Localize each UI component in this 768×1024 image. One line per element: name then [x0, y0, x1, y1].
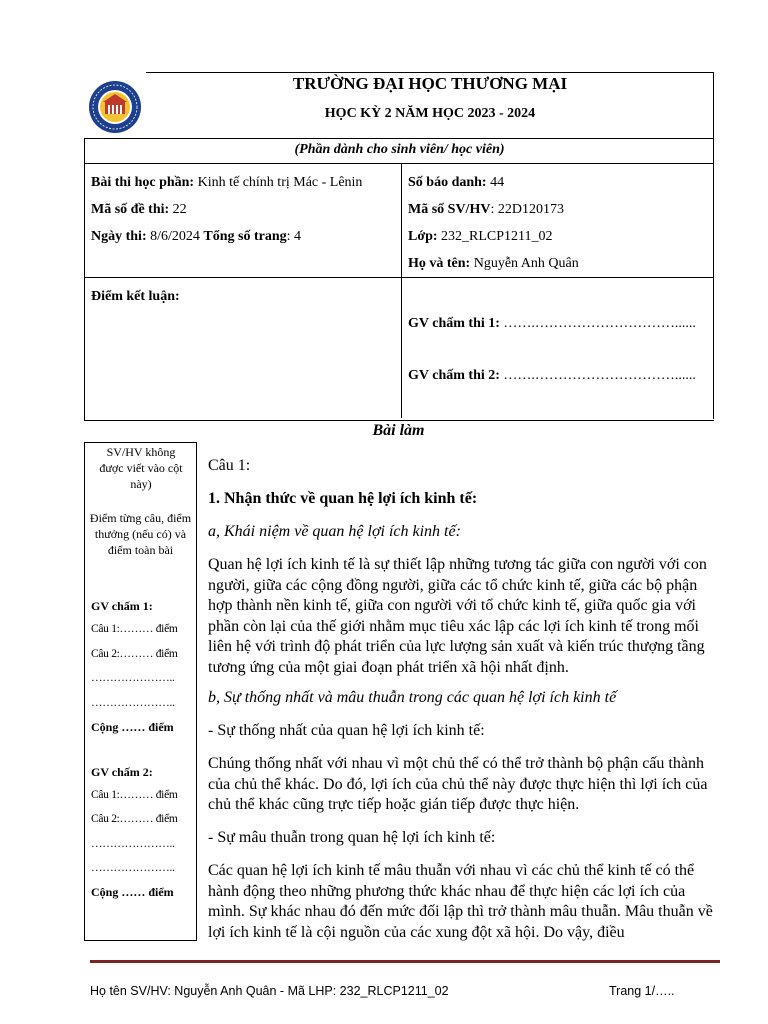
- footer-rule: [90, 960, 720, 963]
- grading-instructions: Điểm từng câu, điểm thưởng (nếu có) và điểm toàn bài: [89, 511, 192, 557]
- footer-page-number: Trang 1/…..: [609, 984, 675, 998]
- grading-note: SV/HV không được viết vào cột này): [99, 445, 183, 491]
- score-row-divider: [85, 277, 714, 278]
- course-label: Bài thi học phần:: [91, 175, 195, 190]
- bullet-2: [208, 828, 723, 849]
- grader2-extra-1: …………………..: [91, 838, 175, 850]
- subheading-a-text: a, Khái niệm về quan hệ lợi ích kinh tế:: [208, 523, 461, 540]
- candidate-id-label: Số báo danh:: [408, 175, 487, 190]
- university-seal-icon: [88, 80, 142, 134]
- paragraph-2-text: Chúng thống nhất với nhau vì một chủ thể có thể trở thành bộ phận cấu thành của chủ thể khác. Do đó, lợi ích của chủ thể này được thực hiện thì lợi ích của chủ thể khác cũng trực tiếp hoặc gián tiếp được thực hiện.: [208, 755, 708, 813]
- question-label: Câu 1:: [208, 457, 251, 474]
- course-value: Kinh tế chính trị Mác - Lênin: [194, 175, 363, 190]
- grading-column: [84, 442, 197, 941]
- section-heading: [208, 489, 723, 510]
- class-value: 232_RLCP1211_02: [437, 229, 553, 244]
- question-number: [208, 456, 723, 477]
- exam-code-row: [91, 202, 187, 218]
- grader1-q1: Câu 1:……… điểm: [91, 623, 178, 635]
- info-divider: [401, 164, 402, 418]
- student-code-row: [408, 202, 564, 218]
- paragraph-3: [208, 861, 723, 944]
- grader1-dots: …….…………………………......: [499, 316, 696, 331]
- pages-label: Tổng số trang: [203, 229, 287, 244]
- exam-code-value: 22: [169, 202, 187, 217]
- bullet-1: [208, 721, 723, 742]
- exam-info-box: [84, 138, 714, 421]
- date-value: 8/6/2024: [146, 229, 204, 244]
- bullet-1-text: - Sự thống nhất của quan hệ lợi ích kinh tế:: [208, 722, 485, 739]
- grader2-dots: …….…………………………......: [499, 368, 696, 383]
- bai-lam-heading: Bài làm: [372, 422, 425, 439]
- grader1-total: Cộng …… điểm: [91, 720, 174, 734]
- grader2-q1: Câu 1:……… điểm: [91, 789, 178, 801]
- student-code-value: : 22D120173: [490, 202, 564, 217]
- grader2-total: Cộng …… điểm: [91, 885, 174, 899]
- footer-student-info: Họ tên SV/HV: Nguyễn Anh Quân - Mã LHP: 232_RLCP1211_02: [90, 984, 449, 998]
- student-code-label: Mã số SV/HV: [408, 202, 491, 217]
- final-score-label: Điểm kết luận:: [91, 289, 180, 304]
- paragraph-1-text: Quan hệ lợi ích kinh tế là sự thiết lập những tương tác giữa con người với con người, giữa các cộng đồng người, giữa các tổ chức kinh tế, giữa các bộ phận hợp thành nền kinh tế, giữa con người với tổ chức kinh tế, giữa quốc gia với phần còn lại của thế giới nhằm mục tiêu xác lập các lợi ích kinh tế trong mối liên hệ với trình độ phát triển của lực lượng sản xuất và kiến trúc thượng tầng tương ứng của một giai đoạn phát triển xã hội nhất định.: [208, 556, 707, 676]
- header-top-rule: [146, 72, 714, 73]
- paragraph-1: [208, 555, 723, 678]
- final-score-row: [91, 289, 180, 305]
- grader2-row: [408, 368, 696, 384]
- grader2-extra-2: …………………..: [91, 862, 175, 874]
- date-row: [91, 229, 301, 245]
- candidate-id-row: [408, 175, 504, 191]
- subheading-b-text: b, Sự thống nhất và mâu thuẫn trong các quan hệ lợi ích kinh tế: [208, 689, 617, 706]
- date-label: Ngày thi:: [91, 229, 147, 244]
- candidate-id-value: 44: [486, 175, 505, 190]
- grader1-row: [408, 316, 696, 332]
- paragraph-3-text: Các quan hệ lợi ích kinh tế mâu thuẫn với nhau vì các chủ thể kinh tế có thể hành động theo những phương thức khác nhau để thực hiện các lợi ích của mình. Sự khác nhau đó đến mức đối lập thì trở thành mâu thuẫn. Mâu thuẫn về lợi ích kinh tế là cội nguồn của các xung đột xã hội. Do vậy, điều: [208, 862, 713, 941]
- grader2-label: GV chấm thi 2:: [408, 368, 500, 383]
- bullet-2-text: - Sự mâu thuẫn trong quan hệ lợi ích kinh tế:: [208, 829, 496, 846]
- heading-text: 1. Nhận thức về quan hệ lợi ích kinh tế:: [208, 490, 478, 507]
- university-name: TRƯỜNG ĐẠI HỌC THƯƠNG MẠI: [292, 74, 568, 93]
- class-label: Lớp:: [408, 229, 438, 244]
- name-row: [408, 256, 579, 272]
- grader1-label: GV chấm thi 1:: [408, 316, 500, 331]
- pages-value: : 4: [286, 229, 302, 244]
- semester-title: HỌC KỲ 2 NĂM HỌC 2023 - 2024: [324, 106, 536, 121]
- grader1-extra-1: …………………..: [91, 672, 175, 684]
- paragraph-2: [208, 754, 723, 816]
- subheading-b: [208, 688, 723, 709]
- exam-code-label: Mã số đề thi:: [91, 202, 170, 217]
- subheading-a: [208, 522, 723, 543]
- grader1-q2: Câu 2:……… điểm: [91, 648, 178, 660]
- grader2-heading: GV chấm 2:: [91, 765, 153, 779]
- course-row: [91, 175, 362, 191]
- student-section-label: (Phần dành cho sinh viên/ học viên): [85, 139, 714, 164]
- class-row: [408, 229, 553, 245]
- grader1-heading: GV chấm 1:: [91, 599, 153, 613]
- name-label: Họ và tên:: [408, 256, 471, 271]
- name-value: Nguyễn Anh Quân: [470, 256, 579, 271]
- grader2-q2: Câu 2:……… điểm: [91, 813, 178, 825]
- grader1-extra-2: …………………..: [91, 697, 175, 709]
